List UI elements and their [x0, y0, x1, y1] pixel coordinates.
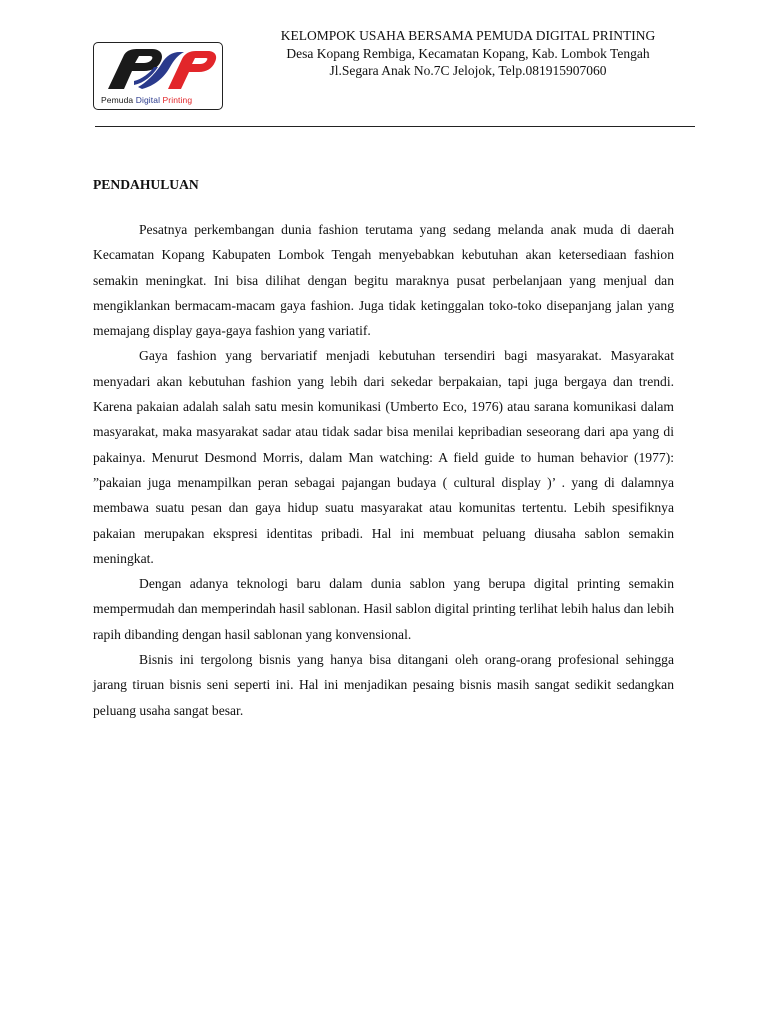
paragraph-3: Dengan adanya teknologi baru dalam dunia sablon yang berupa digital printing semakin mempermudah dan memperindah hasil sablonan. Hasil sablon digital printing terlihat lebih halus dan lebih rapih dibanding dengan hasil sablonan yang konvensional. — [93, 576, 674, 642]
logo-caption-printing: Printing — [162, 95, 193, 105]
organization-name: KELOMPOK USAHA BERSAMA PEMUDA DIGITAL PRINTING — [280, 28, 656, 43]
organization-info — [248, 27, 688, 80]
paragraph-1: Pesatnya perkembangan dunia fashion terutama yang sedang melanda anak muda di daerah Kecamatan Kopang Kabupaten Lombok Tengah menyebabkan kebutuhan akan ketersediaan fashion semakin meningkat. Ini bisa dilihat dengan begitu maraknya pusat perbelanjaan yang menjual dan mengiklankan bermacam-macam gaya fashion. Juga tidak ketinggalan toko-toko disepanjang jalan yang memajang display gaya-gaya fashion yang variatif. — [93, 222, 674, 339]
document-body — [93, 175, 674, 723]
section-heading: PENDAHULUAN — [93, 177, 199, 192]
logo-caption-digital: Digital — [135, 95, 161, 105]
letterhead — [0, 0, 768, 140]
paragraph-4: Bisnis ini tergolong bisnis yang hanya bisa ditangani oleh orang-orang profesional sehingga jarang tiruan bisnis seni seperti ini. Hal ini menjadikan pesaing bisnis masih sangat sedikit sedangkan peluang usaha sangat besar. — [93, 652, 674, 718]
logo-caption — [101, 95, 192, 105]
header-divider — [95, 126, 695, 127]
organization-address: Desa Kopang Rembiga, Kecamatan Kopang, Kab. Lombok Tengah — [286, 45, 650, 61]
pdp-monogram-logo-icon — [94, 43, 223, 95]
organization-street-phone: Jl.Segara Anak No.7C Jelojok, Telp.081915907060 — [329, 63, 607, 78]
logo-caption-pemuda: Pemuda — [101, 95, 134, 105]
company-logo — [93, 42, 223, 110]
paragraph-2: Gaya fashion yang bervariatif menjadi kebutuhan tersendiri bagi masyarakat. Masyarakat menyadari akan kebutuhan fashion yang lebih dari sekedar berpakaian, tapi juga bergaya dan trendi. Karena pakaian adalah salah satu mesin komunikasi (Umberto Eco, 1976) atau sarana komunikasi dalam masyarakat, maka masyarakat sadar atau tidak sadar bisa menilai kepribadian seseorang dari apa yang di pakainya. Menurut Desmond Morris, dalam Man watching: A field guide to human behavior (1977): ”pakaian juga menampilkan peran sebagai pajangan budaya ( cultural display )’ . yang di dalamnya membawa suatu pesan dan gaya hidup suatu masyarakat atau komunitas tertentu. Lebih spesifiknya pakaian merupakan ekspresi identitas pribadi. Hal ini membuat peluang diusaha sablon semakin meningkat. — [93, 348, 674, 566]
